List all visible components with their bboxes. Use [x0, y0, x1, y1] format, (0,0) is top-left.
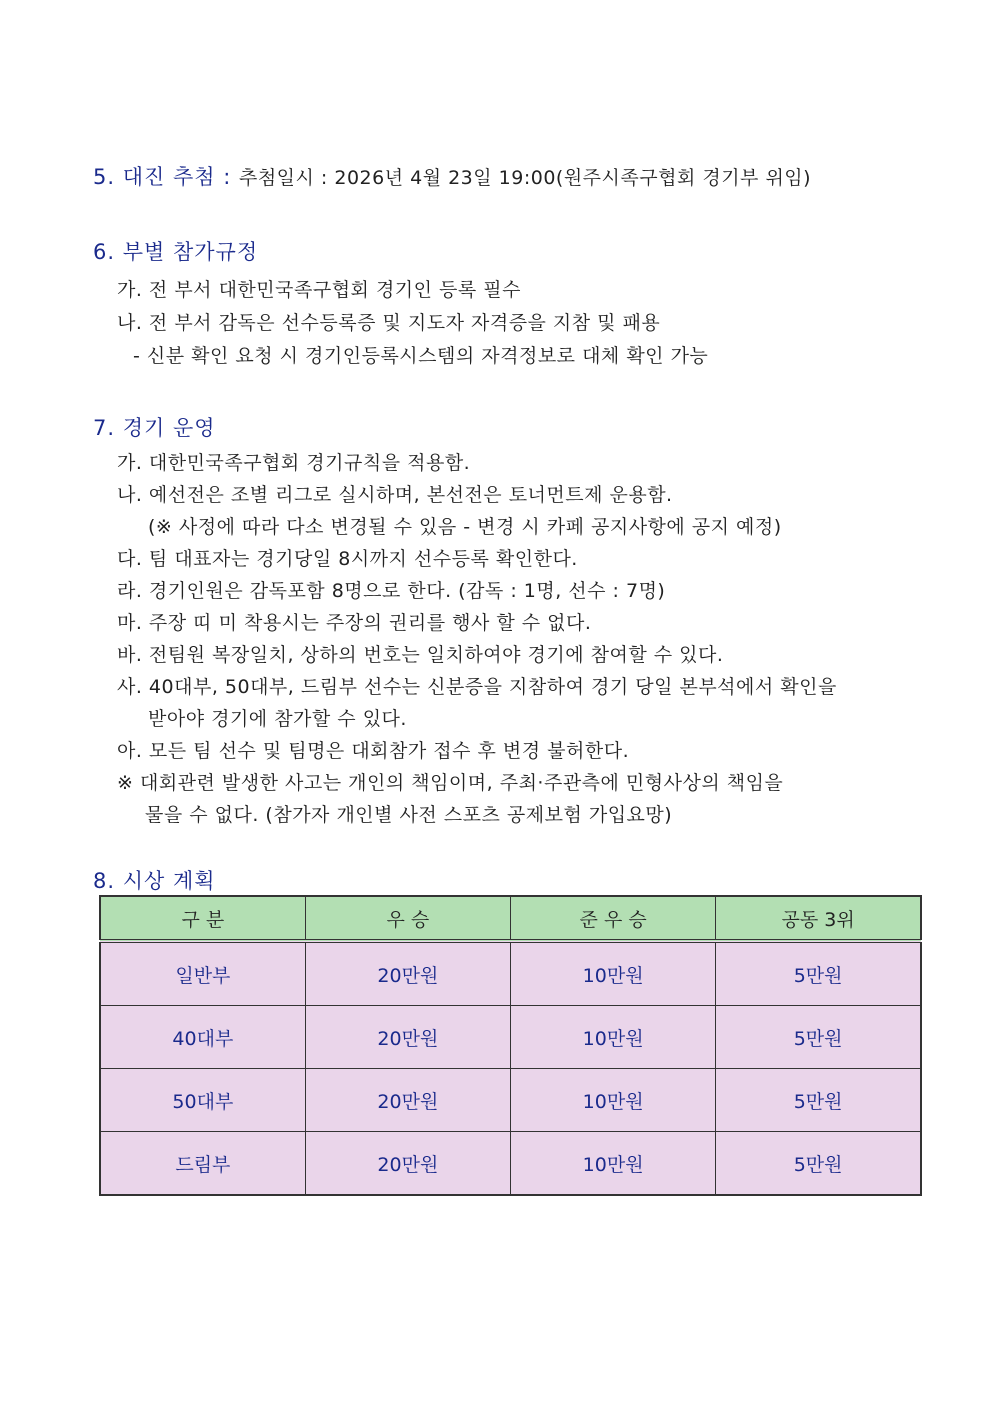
header-division: 구 분 — [100, 896, 305, 941]
section6-line-3: - 신분 확인 요청 시 경기인등록시스템의 자격정보로 대체 확인 가능 — [133, 345, 709, 367]
prize-table — [99, 895, 922, 1196]
prize-cell: 20만원 — [305, 941, 510, 1006]
prize-cell: 10만원 — [511, 1006, 716, 1069]
prize-cell: 5만원 — [716, 941, 921, 1006]
prize-table-header-row — [100, 896, 921, 941]
section7-line-9: 받아야 경기에 참가할 수 있다. — [148, 708, 407, 730]
division-cell: 일반부 — [100, 941, 305, 1006]
prize-cell: 20만원 — [305, 1069, 510, 1132]
prize-cell: 10만원 — [511, 1132, 716, 1196]
header-runner-up: 준 우 승 — [511, 896, 716, 941]
table-row — [100, 1006, 921, 1069]
prize-cell: 10만원 — [511, 1069, 716, 1132]
section7-line-4: 다. 팀 대표자는 경기당일 8시까지 선수등록 확인한다. — [117, 548, 578, 570]
header-winner: 우 승 — [305, 896, 510, 941]
header-joint-third: 공동 3위 — [716, 896, 921, 941]
prize-cell: 20만원 — [305, 1132, 510, 1196]
table-row — [100, 941, 921, 1006]
section7-line-8: 사. 40대부, 50대부, 드림부 선수는 신분증을 지참하여 경기 당일 본부석에서 확인을 — [117, 676, 837, 698]
section5-heading — [93, 163, 811, 192]
division-cell: 50대부 — [100, 1069, 305, 1132]
section7-line-12: 물을 수 없다. (참가자 개인별 사전 스포츠 공제보험 가입요망) — [145, 804, 673, 826]
prize-cell: 5만원 — [716, 1069, 921, 1132]
section7-line-7: 바. 전팀원 복장일치, 상하의 번호는 일치하여야 경기에 참여할 수 있다. — [117, 644, 724, 666]
section7-line-5: 라. 경기인원은 감독포함 8명으로 한다. (감독 : 1명, 선수 : 7명) — [117, 580, 666, 602]
section5-detail: 추첨일시 : 2026년 4월 23일 19:00(원주시족구협회 경기부 위임) — [238, 167, 812, 189]
division-cell: 40대부 — [100, 1006, 305, 1069]
prize-cell: 5만원 — [716, 1006, 921, 1069]
section6-line-2: 나. 전 부서 감독은 선수등록증 및 지도자 자격증을 지참 및 패용 — [117, 312, 661, 334]
section7-heading: 7. 경기 운영 — [93, 416, 216, 440]
section6-line-1: 가. 전 부서 대한민국족구협회 경기인 등록 필수 — [117, 279, 522, 301]
section7-line-2: 나. 예선전은 조별 리그로 실시하며, 본선전은 토너먼트제 운용함. — [117, 484, 673, 506]
section6-heading: 6. 부별 참가규정 — [93, 240, 259, 264]
section8-heading: 8. 시상 계획 — [93, 869, 216, 893]
table-row — [100, 1069, 921, 1132]
prize-cell: 20만원 — [305, 1006, 510, 1069]
division-cell: 드림부 — [100, 1132, 305, 1196]
section7-line-6: 마. 주장 띠 미 착용시는 주장의 권리를 행사 할 수 없다. — [117, 612, 592, 634]
section5-title: 5. 대진 추첨 : — [93, 165, 232, 189]
section7-line-11: ※ 대회관련 발생한 사고는 개인의 책임이며, 주최·주관측에 민형사상의 책임을 — [117, 772, 784, 794]
section7-line-1: 가. 대한민국족구협회 경기규칙을 적용함. — [117, 452, 471, 474]
prize-cell: 5만원 — [716, 1132, 921, 1196]
table-row — [100, 1132, 921, 1196]
prize-cell: 10만원 — [511, 941, 716, 1006]
section7-line-3: (※ 사정에 따라 다소 변경될 수 있음 - 변경 시 카페 공지사항에 공지 예정) — [148, 516, 782, 538]
section7-line-10: 아. 모든 팀 선수 및 팀명은 대회참가 접수 후 변경 불허한다. — [117, 740, 630, 762]
